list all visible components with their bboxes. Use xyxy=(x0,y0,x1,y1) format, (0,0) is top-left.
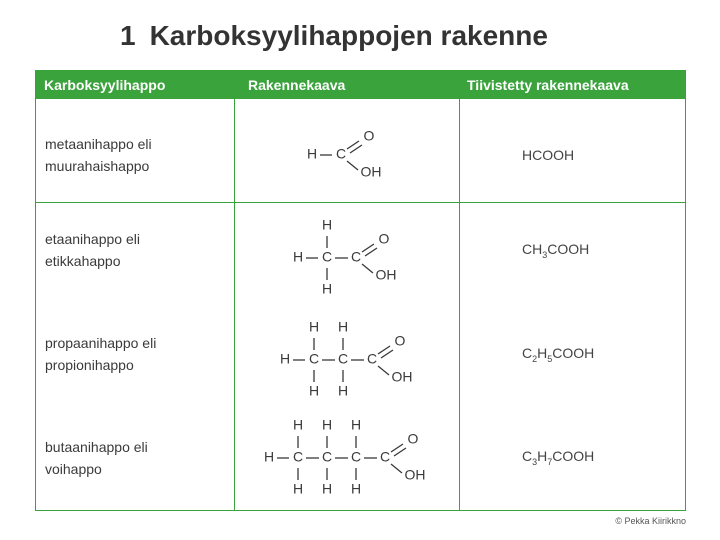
hydrogen-atom: H xyxy=(337,382,349,399)
hydroxyl-group: OH xyxy=(360,163,382,180)
formula-part: COOH xyxy=(547,241,590,257)
header-condensed: Tiivistetty rakennekaava xyxy=(467,77,629,93)
formula-part: H xyxy=(537,345,548,361)
bond-line xyxy=(362,264,373,273)
carbon-atom: C xyxy=(308,350,320,367)
hydrogen-atom: H xyxy=(279,350,291,367)
formula-part: COOH xyxy=(552,345,595,361)
hydrogen-atom: H xyxy=(308,318,320,335)
hydrogen-atom: H xyxy=(321,416,333,433)
carbon-atom: C xyxy=(350,448,362,465)
oxygen-atom: O xyxy=(363,127,375,144)
hydrogen-atom: H xyxy=(321,480,333,497)
formula-part: H xyxy=(537,448,548,464)
hydrogen-atom: H xyxy=(306,145,318,162)
slide-number: 1 xyxy=(120,20,136,51)
formula-subscript: 2 xyxy=(532,353,538,364)
hydrogen-atom: H xyxy=(292,480,304,497)
slide-title-text: Karboksyylihappojen rakenne xyxy=(149,20,548,51)
carbon-atom: C xyxy=(366,350,378,367)
hydrogen-atom: H xyxy=(350,416,362,433)
hydrogen-atom: H xyxy=(350,480,362,497)
hydroxyl-group: OH xyxy=(391,368,413,385)
oxygen-atom: O xyxy=(394,332,406,349)
formula-subscript: 5 xyxy=(547,353,553,364)
carbon-atom: C xyxy=(335,145,347,162)
hydrogen-atom: H xyxy=(321,216,333,233)
acid-name-line: propaanihappo eli xyxy=(45,335,157,351)
acid-name-line: butaanihappo eli xyxy=(45,439,148,455)
image-credit: © Pekka Kiirikkno xyxy=(615,516,686,526)
formula-part: COOH xyxy=(552,448,595,464)
hydroxyl-group: OH xyxy=(404,466,426,483)
hydrogen-atom: H xyxy=(263,448,275,465)
formula-part: HCOOH xyxy=(522,147,575,163)
hydrogen-atom: H xyxy=(292,248,304,265)
formula-subscript: 3 xyxy=(532,456,538,467)
bond-line xyxy=(378,366,389,375)
oxygen-atom: O xyxy=(378,230,390,247)
structural-formula-methanoic xyxy=(36,71,685,510)
acid-alt-name: etikkahappo xyxy=(45,253,121,269)
acid-table xyxy=(35,70,686,511)
carbon-atom: C xyxy=(292,448,304,465)
slide-title xyxy=(120,20,548,52)
formula-subscript: 3 xyxy=(542,249,548,260)
carbon-atom: C xyxy=(321,448,333,465)
bond-line xyxy=(347,161,358,170)
formula-subscript: 7 xyxy=(547,456,553,467)
acid-name-line: metaanihappo eli xyxy=(45,136,152,152)
carbon-atom: C xyxy=(350,248,362,265)
carbon-atom: C xyxy=(321,248,333,265)
oxygen-atom: O xyxy=(407,430,419,447)
acid-alt-name: propionihappo xyxy=(45,357,134,373)
acid-name-line: etaanihappo eli xyxy=(45,231,140,247)
carbon-atom: C xyxy=(337,350,349,367)
hydroxyl-group: OH xyxy=(375,266,397,283)
bond-line xyxy=(391,464,402,473)
hydrogen-atom: H xyxy=(292,416,304,433)
carbon-atom: C xyxy=(379,448,391,465)
formula-part: C xyxy=(522,448,533,464)
hydrogen-atom: H xyxy=(321,280,333,297)
header-structure: Rakennekaava xyxy=(248,77,346,93)
acid-alt-name: voihappo xyxy=(45,461,102,477)
header-acid: Karboksyylihappo xyxy=(44,77,166,93)
acid-alt-name: muurahaishappo xyxy=(45,158,150,174)
formula-part: C xyxy=(522,345,533,361)
hydrogen-atom: H xyxy=(308,382,320,399)
hydrogen-atom: H xyxy=(337,318,349,335)
formula-part: CH xyxy=(522,241,543,257)
